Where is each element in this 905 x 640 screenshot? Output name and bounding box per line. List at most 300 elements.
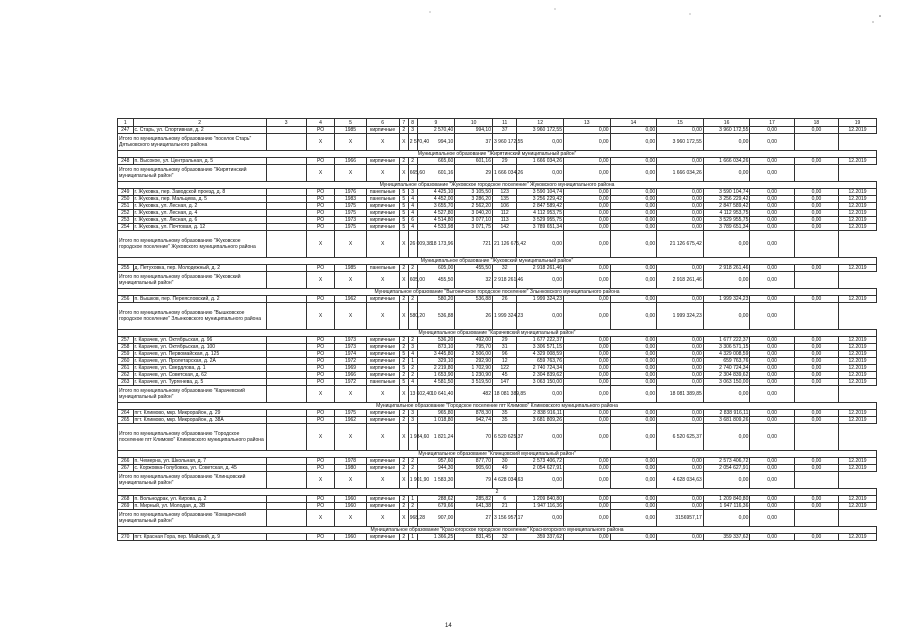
subtotal-cell: 26 009,38 bbox=[408, 231, 417, 258]
table-cell: 2 bbox=[399, 503, 408, 510]
table-cell: 4 329 008,59 bbox=[517, 351, 564, 358]
table-cell: РО bbox=[306, 365, 335, 372]
subtotal-cell: 0,00 bbox=[564, 510, 611, 527]
table-cell: 2 bbox=[408, 458, 417, 465]
table-cell: 329,10 bbox=[417, 358, 455, 365]
section-heading: Муниципальное образование "Красногорское городское поселение" Красногорского муниципального района bbox=[118, 527, 877, 534]
table-cell: 0,00 bbox=[657, 224, 704, 231]
subtotal-cell: 721 bbox=[455, 231, 493, 258]
table-cell: 2 740 724,34 bbox=[517, 365, 564, 372]
table-cell: кирпичные bbox=[366, 503, 399, 510]
subtotal-cell bbox=[266, 424, 306, 451]
table-cell: 0,00 bbox=[564, 210, 611, 217]
table-cell: 1975 bbox=[335, 203, 366, 210]
table-row bbox=[118, 465, 877, 472]
subtotal-cell: X bbox=[306, 303, 335, 330]
subtotal-cell: 536,88 bbox=[417, 303, 455, 330]
table-cell: 123 bbox=[493, 189, 517, 196]
table-cell: 4 452,00 bbox=[417, 196, 455, 203]
table-cell: кирпичные bbox=[366, 496, 399, 503]
address-cell: пгт. Климово, мкр. Микрорайон, д. 29 bbox=[133, 410, 266, 417]
table-cell: 285,82 bbox=[455, 496, 493, 503]
table-cell bbox=[266, 410, 306, 417]
table-cell: 3 681 809,26 bbox=[703, 417, 750, 424]
table-cell: 3 960 172,55 bbox=[517, 127, 564, 134]
table-cell: 0,00 bbox=[564, 465, 611, 472]
subtotal-cell: 0,00 bbox=[703, 303, 750, 330]
subtotal-cell: 994,10 bbox=[417, 134, 455, 151]
table-cell: 250 bbox=[118, 196, 134, 203]
subtotal-cell: 3 960 172,55 bbox=[657, 134, 704, 151]
table-row bbox=[118, 158, 877, 165]
table-cell: 3 590 104,74 bbox=[703, 189, 750, 196]
table-cell bbox=[266, 344, 306, 351]
table-cell: 5 bbox=[399, 351, 408, 358]
table-cell: РО bbox=[306, 337, 335, 344]
table-cell: 259 bbox=[118, 351, 134, 358]
table-cell: 1966 bbox=[335, 372, 366, 379]
table-cell: 29 bbox=[493, 158, 517, 165]
column-number: 5 bbox=[335, 119, 366, 127]
table-cell: 251 bbox=[118, 203, 134, 210]
table-cell: 2 573 406,72 bbox=[703, 458, 750, 465]
table-cell: 1 018,80 bbox=[417, 417, 455, 424]
table-cell: 0,00 bbox=[657, 351, 704, 358]
table-cell bbox=[266, 337, 306, 344]
table-cell: 6 bbox=[493, 496, 517, 503]
table-cell: РО bbox=[306, 344, 335, 351]
table-cell: 0,00 bbox=[610, 189, 657, 196]
table-cell: 0,00 bbox=[564, 458, 611, 465]
table-cell: кирпичные bbox=[366, 217, 399, 224]
scan-noise bbox=[0, 0, 905, 40]
table-cell: 0,00 bbox=[610, 127, 657, 134]
subtotal-cell: 0,00 bbox=[703, 134, 750, 151]
address-cell: г. Жуковка, ул. Лесная, д. 6 bbox=[133, 217, 266, 224]
table-cell: 4 112 953,75 bbox=[517, 210, 564, 217]
table-cell: 2 838 916,11 bbox=[517, 410, 564, 417]
column-number: 18 bbox=[794, 119, 838, 127]
subtotal-row bbox=[118, 472, 877, 489]
table-cell bbox=[266, 417, 306, 424]
table-cell: 35 bbox=[493, 417, 517, 424]
subtotal-cell bbox=[794, 510, 838, 527]
table-row bbox=[118, 496, 877, 503]
subtotal-cell: X bbox=[366, 472, 399, 489]
address-cell: г. Карачев, ул. Пролетарская, д. 2А bbox=[133, 358, 266, 365]
table-cell: 12.2019 bbox=[839, 344, 877, 351]
table-cell: 0,00 bbox=[657, 379, 704, 386]
table-cell: 0,00 bbox=[564, 265, 611, 272]
subtotal-cell bbox=[794, 303, 838, 330]
section-heading: Муниципальное образование "Карачевский муниципальный район" bbox=[118, 330, 877, 337]
table-cell: 873,10 bbox=[417, 344, 455, 351]
subtotal-cell bbox=[794, 134, 838, 151]
subtotal-cell: 0,00 bbox=[517, 510, 564, 527]
table-cell: 0,00 bbox=[610, 496, 657, 503]
table-cell: 0,00 bbox=[657, 534, 704, 541]
subtotal-cell: 1 999 324,23 bbox=[657, 303, 704, 330]
table-cell: панельные bbox=[366, 189, 399, 196]
table-cell: 2 570,40 bbox=[417, 127, 455, 134]
table-cell: 659 763,76 bbox=[517, 358, 564, 365]
table-cell: 1 999 324,23 bbox=[703, 296, 750, 303]
subtotal-cell: 27 bbox=[455, 510, 493, 527]
table-cell: 2 304 839,62 bbox=[517, 372, 564, 379]
table-cell: 12.2019 bbox=[839, 296, 877, 303]
table-cell: 1 230,90 bbox=[455, 372, 493, 379]
table-row bbox=[118, 351, 877, 358]
column-number-row bbox=[118, 119, 877, 127]
table-cell: 3 bbox=[408, 417, 417, 424]
table-row bbox=[118, 372, 877, 379]
subtotal-row bbox=[118, 424, 877, 451]
subtotal-cell bbox=[266, 510, 306, 527]
table-cell: 1 bbox=[408, 358, 417, 365]
table-cell: 0,00 bbox=[610, 265, 657, 272]
table-cell: 536,88 bbox=[455, 296, 493, 303]
table-cell: 0,00 bbox=[610, 196, 657, 203]
table-cell: 12.2019 bbox=[839, 158, 877, 165]
subtotal-cell: 0,00 bbox=[703, 386, 750, 403]
table-cell: 0,00 bbox=[794, 296, 838, 303]
table-cell: 1 209 840,80 bbox=[517, 496, 564, 503]
table-cell: 0,00 bbox=[657, 458, 704, 465]
table-row bbox=[118, 224, 877, 231]
table-cell: 1 666 034,26 bbox=[703, 158, 750, 165]
table-cell: 0,00 bbox=[657, 210, 704, 217]
table-cell: 6 bbox=[408, 217, 417, 224]
subtotal-cell: X bbox=[335, 424, 366, 451]
subtotal-cell: X bbox=[335, 303, 366, 330]
table-row bbox=[118, 337, 877, 344]
table-cell: 1972 bbox=[335, 379, 366, 386]
table-cell: 0,00 bbox=[794, 337, 838, 344]
table-cell: 4 bbox=[408, 224, 417, 231]
subtotal-cell bbox=[266, 303, 306, 330]
table-cell: 0,00 bbox=[750, 496, 794, 503]
table-cell: 0,00 bbox=[564, 358, 611, 365]
address-cell: п. Высокое, ул. Центральная, д. 5 bbox=[133, 158, 266, 165]
table-cell: 32 bbox=[493, 265, 517, 272]
table-cell: 2 bbox=[399, 337, 408, 344]
subtotal-cell: X bbox=[306, 386, 335, 403]
table-cell: 265 bbox=[118, 417, 134, 424]
address-cell: п. Чемерна, ул. Школьная, д. 7 bbox=[133, 458, 266, 465]
subtotal-row bbox=[118, 510, 877, 527]
table-cell: 0,00 bbox=[610, 458, 657, 465]
subtotal-cell: 4 628 034,63 bbox=[493, 472, 517, 489]
subtotal-cell: 0,00 bbox=[564, 134, 611, 151]
table-cell: 0,00 bbox=[564, 496, 611, 503]
table-cell: 0,00 bbox=[564, 158, 611, 165]
table-cell: 3 256 229,42 bbox=[517, 196, 564, 203]
address-cell: п. Мирный, ул. Молодая, д. 3В bbox=[133, 503, 266, 510]
table-cell: РО bbox=[306, 189, 335, 196]
subtotal-cell: 29 bbox=[455, 165, 493, 182]
table-cell: кирпичные bbox=[366, 224, 399, 231]
table-cell: 266 bbox=[118, 458, 134, 465]
table-cell: 1960 bbox=[335, 496, 366, 503]
table-cell: 3 071,75 bbox=[455, 224, 493, 231]
subtotal-cell: 0,00 bbox=[750, 134, 794, 151]
table-cell bbox=[266, 217, 306, 224]
table-cell: 1978 bbox=[335, 458, 366, 465]
subtotal-cell: X bbox=[399, 424, 408, 451]
table-row bbox=[118, 534, 877, 541]
table-cell: 0,00 bbox=[794, 372, 838, 379]
table-row bbox=[118, 265, 877, 272]
table-cell: 3 286,20 bbox=[455, 196, 493, 203]
table-cell: 0,00 bbox=[657, 203, 704, 210]
table-cell: 12 bbox=[493, 358, 517, 365]
table-row bbox=[118, 417, 877, 424]
table-cell: 0,00 bbox=[750, 379, 794, 386]
subtotal-cell: X bbox=[335, 231, 366, 258]
table-cell: 249 bbox=[118, 189, 134, 196]
table-cell: 2 573 406,72 bbox=[517, 458, 564, 465]
table-row bbox=[118, 296, 877, 303]
subtotal-cell: X bbox=[335, 386, 366, 403]
table-cell: 0,00 bbox=[564, 372, 611, 379]
table-cell: 3 681 809,26 bbox=[517, 417, 564, 424]
table-cell: 4 581,50 bbox=[417, 379, 455, 386]
table-cell: 5 bbox=[399, 203, 408, 210]
section-heading: Муниципальное образование "Выгоничское городское поселение" Злынковского муниципального района bbox=[118, 289, 877, 296]
table-cell: 3 789 651,34 bbox=[517, 224, 564, 231]
subtotal-cell: 0,00 bbox=[750, 231, 794, 258]
subtotal-cell: X bbox=[366, 303, 399, 330]
table-cell: 0,00 bbox=[564, 196, 611, 203]
table-cell: 0,00 bbox=[564, 379, 611, 386]
column-number: 12 bbox=[517, 119, 564, 127]
subtotal-cell: X bbox=[335, 165, 366, 182]
subtotal-cell: 18 173,96 bbox=[417, 231, 455, 258]
section-heading-row bbox=[118, 403, 877, 410]
subtotal-cell: 0,00 bbox=[750, 510, 794, 527]
table-cell: 247 bbox=[118, 127, 134, 134]
subtotal-cell: X bbox=[399, 472, 408, 489]
subtotal-cell: 32 bbox=[455, 272, 493, 289]
table-cell: 878,30 bbox=[455, 410, 493, 417]
section-heading-row bbox=[118, 527, 877, 534]
table-cell: 1960 bbox=[335, 534, 366, 541]
subtotal-cell: 2 918 261,46 bbox=[493, 272, 517, 289]
table-cell bbox=[266, 351, 306, 358]
address-cell: г. Карачев, ул. Первомайская, д. 125 bbox=[133, 351, 266, 358]
table-cell: 2 bbox=[399, 296, 408, 303]
table-cell: 3 960 172,55 bbox=[703, 127, 750, 134]
subtotal-cell: 0,00 bbox=[703, 424, 750, 451]
table-cell: 2 847 589,42 bbox=[703, 203, 750, 210]
table-cell: кирпичные bbox=[366, 365, 399, 372]
table-cell: 0,00 bbox=[564, 217, 611, 224]
address-cell: д. Петуховка, пер. Молодежный, д. 2 bbox=[133, 265, 266, 272]
table-cell: 944,30 bbox=[417, 465, 455, 472]
column-number: 8 bbox=[408, 119, 417, 127]
table-cell: 2 bbox=[408, 503, 417, 510]
subtotal-cell: 1 666 034,26 bbox=[657, 165, 704, 182]
section-heading-row bbox=[118, 182, 877, 189]
table-cell: 1974 bbox=[335, 351, 366, 358]
table-cell: 0,00 bbox=[794, 458, 838, 465]
table-cell: 2 bbox=[399, 127, 408, 134]
subtotal-cell: 1 901,90 bbox=[408, 472, 417, 489]
subtotal-cell bbox=[266, 272, 306, 289]
table-cell: РО bbox=[306, 158, 335, 165]
table-cell: 2 562,20 bbox=[455, 203, 493, 210]
subtotal-cell: X bbox=[306, 165, 335, 182]
table-cell: 0,00 bbox=[794, 503, 838, 510]
table-cell: РО bbox=[306, 203, 335, 210]
table-row bbox=[118, 379, 877, 386]
table-cell: 106 bbox=[493, 203, 517, 210]
table-cell: 994,10 bbox=[455, 127, 493, 134]
table-cell bbox=[266, 196, 306, 203]
table-cell: 0,00 bbox=[750, 203, 794, 210]
subtotal-cell bbox=[794, 472, 838, 489]
table-cell: 4 bbox=[408, 351, 417, 358]
subtotal-cell: 0,00 bbox=[564, 386, 611, 403]
subtotal-cell: X bbox=[306, 272, 335, 289]
address-cell: г. Жуковка, ул. Лесная, д. 2 bbox=[133, 203, 266, 210]
table-cell: 2 bbox=[408, 372, 417, 379]
subtotal-cell: 0,00 bbox=[564, 272, 611, 289]
subtotal-cell: 0,00 bbox=[517, 303, 564, 330]
subtotal-cell: 6 520 625,37 bbox=[657, 424, 704, 451]
table-cell bbox=[266, 465, 306, 472]
table-cell: 12.2019 bbox=[839, 417, 877, 424]
table-cell: 3 bbox=[408, 344, 417, 351]
table-cell: РО bbox=[306, 458, 335, 465]
table-cell: кирпичные bbox=[366, 410, 399, 417]
table-cell: кирпичные bbox=[366, 203, 399, 210]
table-cell: 0,00 bbox=[610, 465, 657, 472]
subtotal-cell: 0,00 bbox=[703, 165, 750, 182]
table-row bbox=[118, 365, 877, 372]
subtotal-cell: 968,28 bbox=[408, 510, 417, 527]
section-heading: Муниципальное образование "Жуковское городское поселение" Жуковского муниципального района bbox=[118, 182, 877, 189]
table-cell: 1 947 116,36 bbox=[517, 503, 564, 510]
table-cell: 1 bbox=[408, 534, 417, 541]
table-cell: панельные bbox=[366, 265, 399, 272]
table-cell: 2 054 627,91 bbox=[517, 465, 564, 472]
table-cell: 4 bbox=[408, 196, 417, 203]
table-cell: панельные bbox=[366, 379, 399, 386]
table-cell: 0,00 bbox=[564, 417, 611, 424]
table-cell: 35 bbox=[493, 410, 517, 417]
table-cell: 0,00 bbox=[564, 503, 611, 510]
subtotal-cell: 0,00 bbox=[517, 272, 564, 289]
subtotal-label: Итого по муниципальному образованию "Клинцовский муниципальный район" bbox=[118, 472, 267, 489]
table-cell: 0,00 bbox=[610, 417, 657, 424]
table-cell: 0,00 bbox=[564, 203, 611, 210]
table-cell: 1985 bbox=[335, 127, 366, 134]
address-cell: г. Карачев, ул. Октябрьская, д. 100 bbox=[133, 344, 266, 351]
address-cell: г. Жуковка, ул. Почтовая, д. 12 bbox=[133, 224, 266, 231]
table-cell: 0,00 bbox=[750, 410, 794, 417]
subtotal-cell: 0,00 bbox=[610, 303, 657, 330]
table-cell: 0,00 bbox=[750, 265, 794, 272]
table-row bbox=[118, 217, 877, 224]
table-cell: 2 054 627,91 bbox=[703, 465, 750, 472]
table-row bbox=[118, 127, 877, 134]
table-cell: 12.2019 bbox=[839, 358, 877, 365]
subtotal-cell: 0,00 bbox=[564, 231, 611, 258]
table-cell: кирпичные bbox=[366, 158, 399, 165]
table-cell: 0,00 bbox=[794, 351, 838, 358]
table-cell: 0,00 bbox=[794, 265, 838, 272]
table-cell: кирпичные bbox=[366, 210, 399, 217]
table-row bbox=[118, 503, 877, 510]
column-number: 11 bbox=[493, 119, 517, 127]
table-cell: 665,60 bbox=[417, 158, 455, 165]
table-cell: 679,66 bbox=[417, 503, 455, 510]
subtotal-cell bbox=[794, 386, 838, 403]
table-cell: 12.2019 bbox=[839, 372, 877, 379]
column-number: 16 bbox=[703, 119, 750, 127]
table-cell: 2 bbox=[408, 296, 417, 303]
subtotal-label: Итого по муниципальному образованию "Жуковский муниципальный район" bbox=[118, 272, 267, 289]
subtotal-cell: 0,00 bbox=[750, 272, 794, 289]
table-cell: 1975 bbox=[335, 210, 366, 217]
table-cell: 0,00 bbox=[564, 410, 611, 417]
table-cell: 0,00 bbox=[750, 189, 794, 196]
subtotal-cell: X bbox=[399, 231, 408, 258]
table-cell: 0,00 bbox=[657, 189, 704, 196]
table-cell: 0,00 bbox=[657, 196, 704, 203]
table-cell: 12.2019 bbox=[839, 534, 877, 541]
section-heading: Муниципальное образование "Городское поселение пгт Климово" Климовского муниципального района bbox=[118, 403, 877, 410]
table-cell: 12.2019 bbox=[839, 365, 877, 372]
subtotal-cell: X bbox=[399, 165, 408, 182]
table-cell: 0,00 bbox=[610, 351, 657, 358]
column-number: 7 bbox=[399, 119, 408, 127]
subtotal-cell bbox=[794, 165, 838, 182]
table-cell bbox=[266, 265, 306, 272]
table-row bbox=[118, 458, 877, 465]
subtotal-cell: 3 156 957,17 bbox=[493, 510, 517, 527]
subtotal-label: Итого по муниципальному образованию "Городское поселение пгт Климово" Климовского муниципального района bbox=[118, 424, 267, 451]
subtotal-cell: 665,60 bbox=[408, 165, 417, 182]
table-cell: 0,00 bbox=[750, 210, 794, 217]
table-cell: РО bbox=[306, 358, 335, 365]
table-cell: 4 329 008,59 bbox=[703, 351, 750, 358]
table-cell: 957,60 bbox=[417, 458, 455, 465]
table-cell: 1966 bbox=[335, 158, 366, 165]
table-cell: 26 bbox=[493, 296, 517, 303]
table-cell: 1 209 840,80 bbox=[703, 496, 750, 503]
table-cell: 3 256 229,42 bbox=[703, 196, 750, 203]
page-number: 14 bbox=[445, 623, 452, 629]
table-cell bbox=[266, 379, 306, 386]
table-cell: 5 bbox=[399, 217, 408, 224]
table-cell: 0,00 bbox=[657, 265, 704, 272]
table-cell: 2 bbox=[399, 534, 408, 541]
subtotal-cell: 13 602,40 bbox=[408, 386, 417, 403]
table-cell: 2 bbox=[399, 496, 408, 503]
subtotal-label: Итого по муниципальному образованию "Жуковское городское поселение" Жуковского муниципального района bbox=[118, 231, 267, 258]
subtotal-cell: 1 583,30 bbox=[417, 472, 455, 489]
table-cell: 2 bbox=[399, 344, 408, 351]
table-cell: 1975 bbox=[335, 224, 366, 231]
subtotal-cell: 0,00 bbox=[564, 165, 611, 182]
subtotal-cell: X bbox=[306, 472, 335, 489]
table-cell bbox=[266, 296, 306, 303]
table-cell: 0,00 bbox=[657, 372, 704, 379]
table-cell: 258 bbox=[118, 344, 134, 351]
table-cell: 1973 bbox=[335, 337, 366, 344]
